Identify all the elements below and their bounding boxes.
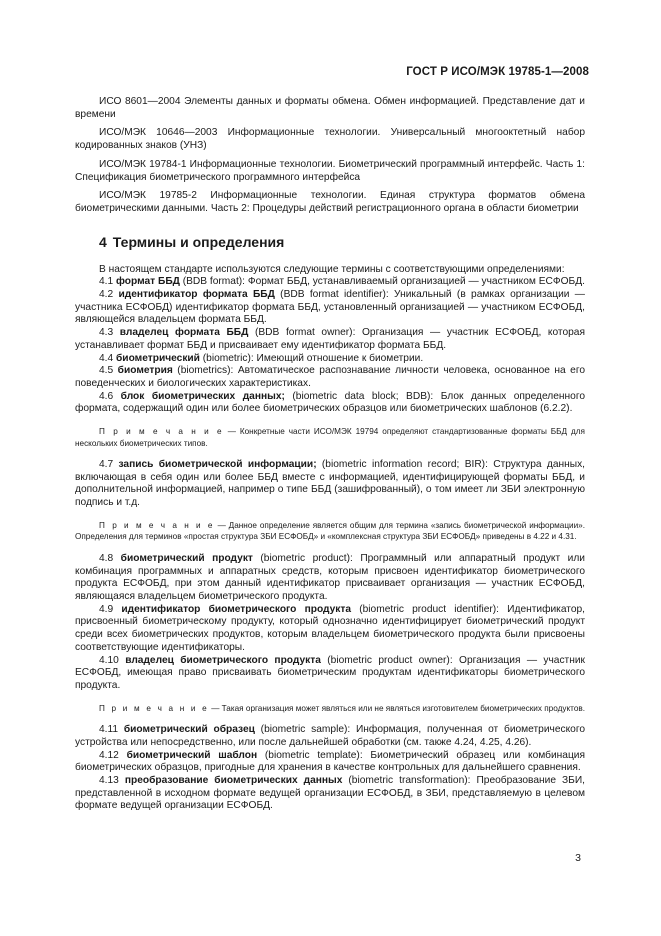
term-name: владелец формата ББД [119, 327, 249, 339]
section-intro: В настоящем стандарте используются следующие термины с соответствующими определениями: [99, 263, 565, 275]
page-content [75, 96, 585, 813]
term-number: 4.6 [99, 390, 114, 402]
term-name: владелец биометрического продукта [125, 654, 321, 666]
term-definition [75, 289, 585, 327]
term-text: (biometric product owner): Организация — участник ЕСФОБД, имеющая право присваивать биометрическим продуктам идентификаторы биометрического продукта. [75, 654, 585, 691]
term-text: (BDB format): Формат ББД, устанавливаемый организацией — участником ЕСФОБД. [179, 276, 585, 288]
document-code-header: ГОСТ Р ИСО/МЭК 19785-1—2008 [406, 66, 589, 78]
term-name: биометрический продукт [120, 552, 253, 564]
term-definition [75, 553, 585, 604]
term-text: (BDB format owner): Организация — участник ЕСФОБД, которая устанавливает формат ББД и присваивает ему идентификатор формата ББД. [75, 327, 585, 351]
reference-item: ИСО/МЭК 19784-1 Информационные технологии. Биометрический программный интерфейс. Часть 1: Спецификация биометрического программного интерфейса [75, 158, 585, 183]
term-number: 4.13 [99, 774, 119, 786]
term-text: (biometric data block; BDB): Блок данных определенного формата, содержащий один или более биометрических образцов или биометрических шаблонов (6.2.2). [75, 390, 585, 415]
reference-item: ИСО/МЭК 10646—2003 Информационные технологии. Универсальный многооктетный набор кодированных знаков (УНЗ) [75, 127, 585, 152]
term-definition [75, 724, 585, 749]
term-text: (biometric): Имеющий отношение к биометрии. [199, 352, 424, 364]
term-number: 4.3 [99, 327, 114, 339]
term-text: (biometrics): Автоматическое распознавание личности человека, основанное на его поведенческих и биологических характеристиках. [75, 365, 586, 389]
section-title: Термины и определения [112, 233, 285, 250]
term-definition [75, 365, 585, 390]
term-text: (biometric information record; BIR): Структура данных, включающая в себя один или более ББД вместе с информацией, идентифицирующей форматы ББД, и дополнительной информацией, например о типе ББД (зашифрованный), о том имеет ли ЗБИ электронную подпись и т.д. [75, 459, 585, 509]
term-number: 4.9 [99, 603, 114, 615]
note-label: П р и м е ч а н и е [99, 427, 224, 437]
term-text: (BDB format identifier): Уникальный (в рамках организации — участника ЕСФОБД) идентификатор формата ББД, установленный организацией — участником ЕСФОБД, являющейся владельцем формата ББД. [75, 289, 585, 326]
term-text: (biometric product identifier): Идентификатор, присвоенный биометрическому продукту, который однозначно идентифицирует биометрический продукт среди всех биометрических продуктов, которым владельцем биометрического продукта были присвоены соответствующие идентификаторы. [75, 603, 585, 653]
term-definition [75, 327, 585, 352]
term-definition [75, 655, 585, 693]
term-definition [75, 276, 585, 289]
section-heading [75, 234, 585, 250]
term-text: (biometric product): Программный или аппаратный продукт или комбинация программных и аппаратных средств, которым присвоен идентификатор биометрического продукта ЕСФОБД, при этом данный идентификатор присваивает организация — участник ЕСФОБД, являющаяся владельцем биометрического продукта. [75, 552, 585, 602]
term-name: биометрический [116, 352, 200, 364]
term-name: идентификатор биометрического продукта [121, 603, 352, 615]
term-number: 4.8 [99, 552, 114, 564]
note [75, 426, 585, 449]
term-number: 4.2 [99, 289, 114, 301]
note [75, 520, 585, 543]
term-number: 4.11 [99, 724, 119, 736]
term-name: идентификатор формата ББД [118, 289, 275, 301]
term-name: формат ББД [116, 276, 180, 288]
term-name: запись биометрической информации; [118, 459, 317, 471]
term-number: 4.5 [99, 365, 114, 377]
reference-item: ИСО/МЭК 19785-2 Информационные технологии. Единая структура форматов обмена биометрическими данными. Часть 2: Процедуры действий регистрационного органа в области биометрии [75, 190, 585, 214]
term-number: 4.7 [99, 459, 114, 471]
term-definition [75, 391, 585, 416]
term-definition [75, 775, 585, 813]
term-name: биометрия [117, 365, 173, 377]
note [75, 703, 585, 715]
note-text: — Данное определение является общим для термина «запись биометрической информации». Определения для терминов «простая структура ЗБИ ЕСФОБД» и «комплексная структура ЗБИ ЕСФОБД» приведены в 4.22 и 4.31. [75, 520, 585, 542]
term-definition [75, 604, 585, 655]
term-name: преобразование биометрических данных [124, 774, 343, 786]
section-number: 4 [99, 233, 107, 250]
term-name: биометрический шаблон [126, 749, 258, 761]
term-definition [75, 353, 585, 366]
note-text: — Конкретные части ИСО/МЭК 19794 определяют стандартизованные форматы ББД для нескольких биометрических типов. [75, 427, 585, 448]
term-definition [75, 750, 585, 775]
term-number: 4.10 [99, 654, 119, 666]
page-number: 3 [575, 852, 581, 864]
term-number: 4.12 [99, 749, 119, 761]
term-text: (biometric transformation): Преобразование ЗБИ, представленной в исходном формате ведущей организации ЕСФОБД, в ЗБИ, представляемую в целевом формате ведущей организации ЕСФОБД. [75, 774, 585, 812]
term-name: блок биометрических данных; [120, 390, 285, 402]
term-text: (biometric template): Биометрический образец или комбинация биометрических образцов, пригодные для хранения в качестве контрольных для дальнейшего сравнения. [75, 749, 585, 774]
term-number: 4.1 [99, 276, 114, 288]
note-label: П р и м е ч а н и е [99, 703, 209, 713]
note-text: — Такая организация может являться или не являться изготовителем биометрических продуктов. [208, 703, 585, 713]
term-name: биометрический образец [123, 724, 255, 736]
note-label: П р и м е ч а н и е [99, 520, 215, 530]
term-number: 4.4 [99, 352, 114, 364]
term-text: (biometric sample): Информация, полученная от биометрического устройства или непосредственно, или после дальнейшей обработки (см. также 4.24, 4.25, 4.26). [75, 724, 585, 748]
reference-item: ИСО 8601—2004 Элементы данных и форматы обмена. Обмен информацией. Представление дат и времени [75, 96, 585, 120]
term-definition [75, 459, 585, 510]
